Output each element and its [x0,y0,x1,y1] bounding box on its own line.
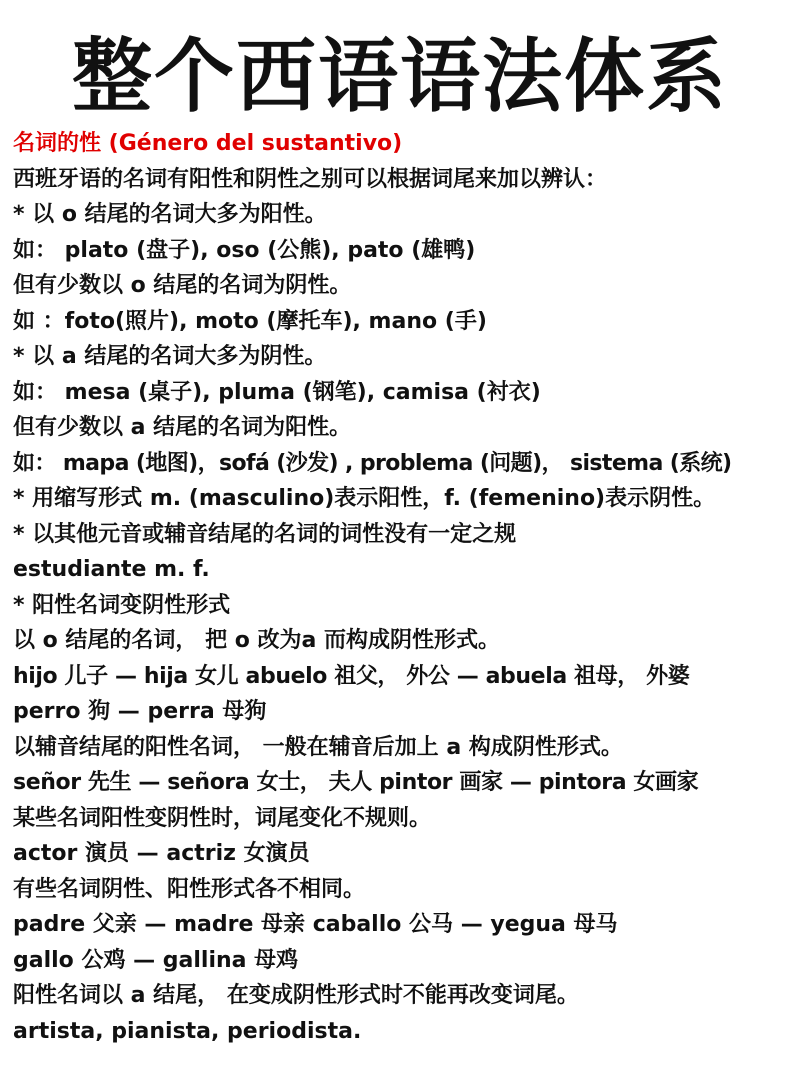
text-line: 以 o 结尾的名词， 把 o 改为a 而构成阴性形式。 [13,628,501,653]
text-line: actor 演员 — actriz 女演员 [13,841,310,866]
text-line: * 以 a 结尾的名词大多为阴性。 [13,344,327,369]
text-line: 西班牙语的名词有阳性和阴性之别可以根据词尾来加以辨认： [13,166,608,192]
text-line: 如： mesa (桌子), pluma (钢笔), camisa (衬衣) [13,379,541,405]
text-line: 阳性名词以 a 结尾， 在变成阴性形式时不能再改变词尾。 [13,983,579,1008]
text-line: perro 狗 — perra 母狗 [13,699,267,724]
text-line: 某些名词阳性变阴性时，词尾变化不规则。 [13,805,432,831]
text-line: 如： mapa (地图)，sofá (沙发) , problema (问题)， sistema (系统) [13,450,732,476]
text-line: gallo 公鸡 — gallina 母鸡 [13,947,299,973]
text-line: padre 父亲 — madre 母亲 caballo 公马 — yegua 母马 [13,912,618,937]
text-line: 如： plato (盘子), oso (公熊), pato (雄鸭) [13,237,476,263]
text-line: señor 先生 — señora 女士， 夫人 pintor 画家 — pintora 女画家 [13,770,699,795]
text-line: estudiante m. f. [13,557,210,582]
text-line: 如 ：foto(照片), moto (摩托车), mano (手) [13,308,487,334]
section-heading: 名词的性 (Género del sustantivo) [13,131,403,156]
text-line: 但有少数以 a 结尾的名词为阳性。 [13,415,352,440]
text-line: 有些名词阴性、阳性形式各不相同。 [13,876,366,902]
grammar-notes [13,126,793,1049]
text-line: * 以 o 结尾的名词大多为阳性。 [13,202,327,227]
text-line: * 阳性名词变阴性形式 [13,592,231,618]
text-line: 但有少数以 o 结尾的名词为阴性。 [13,273,352,298]
text-line: artista, pianista, periodista. [13,1018,362,1044]
text-line: * 以其他元音或辅音结尾的名词的词性没有一定之规 [13,521,517,547]
text-line: hijo 儿子 — hija 女儿 abuelo 祖父， 外公 — abuela 祖母， 外婆 [13,663,690,689]
text-line: * 用缩写形式 m. (masculino)表示阳性，f. (femenino)表示阴性。 [13,486,716,511]
text-line: 以辅音结尾的阳性名词， 一般在辅音后加上 a 构成阴性形式。 [13,734,623,760]
page-title: 整个西语语法体系 [72,30,728,123]
